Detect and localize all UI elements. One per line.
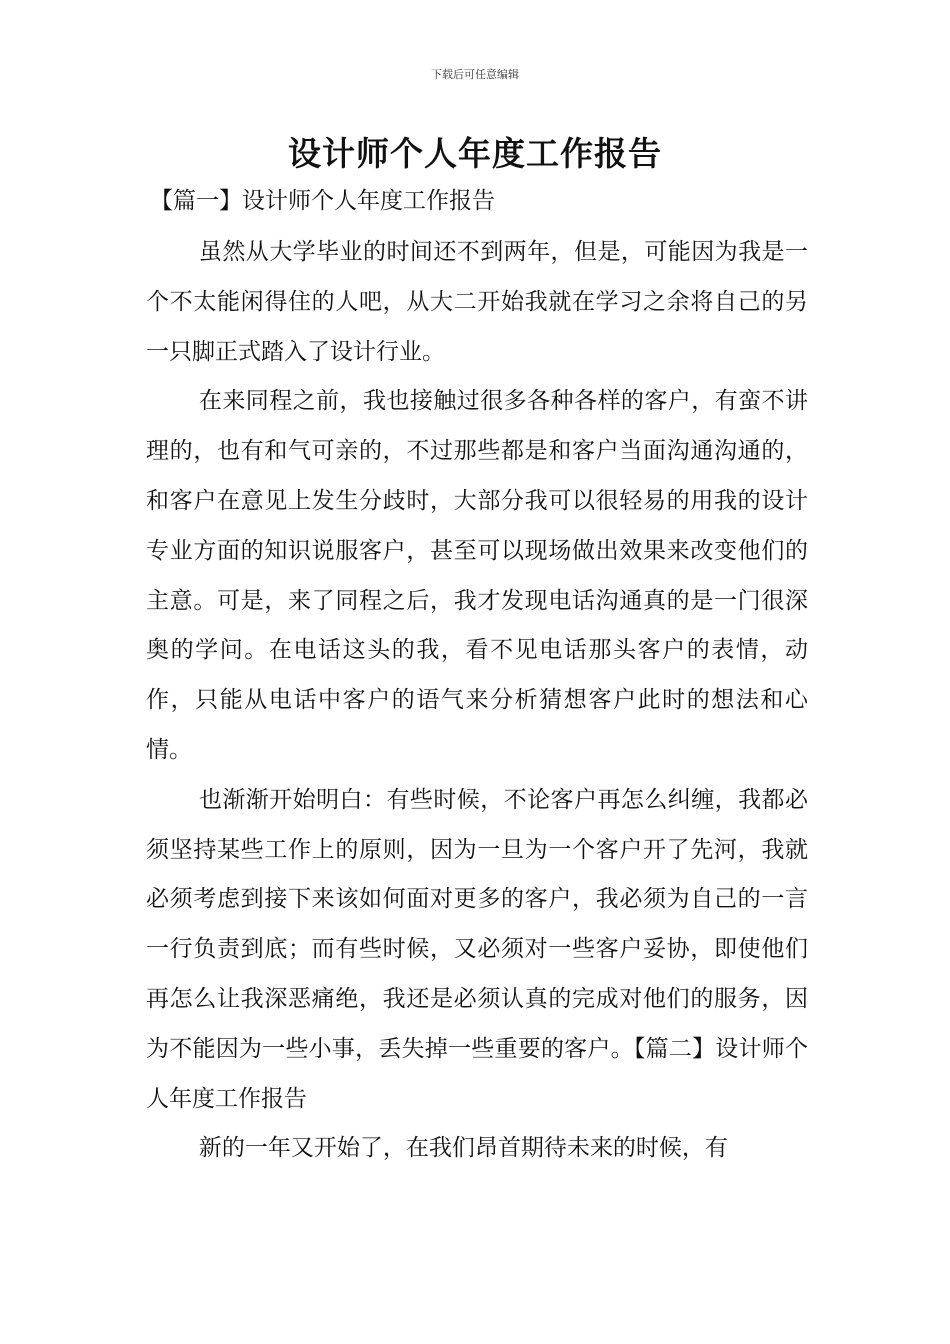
document-body (146, 228, 808, 1174)
document-title: 设计师个人年度工作报告 (288, 134, 662, 173)
section-heading: 【篇一】设计师个人年度工作报告 (150, 188, 495, 214)
paragraph: 新的一年又开始了，在我们昂首期待未来的时候，有 (198, 1135, 728, 1162)
header-note: 下载后可任意编辑 (431, 68, 519, 81)
paragraph: 在来同程之前，我也接触过很多各种各样的客户，有蛮不讲理的，也有和气可亲的，不过那些都是和客户当面沟通沟通的，和客户在意见上发生分歧时，大部分我可以很轻易的用我的设计专业方面的知识说服客户，甚至可以现场做出效果来改变他们的主意。可是，来了同程之后，我才发现电话沟通真的是一门很深奥的学问。在电话这头的我，看不见电话那头客户的表情，动作，只能从电话中客户的语气来分析猜想客户此时的想法和心情。 (146, 388, 808, 763)
paragraph: 虽然从大学毕业的时间还不到两年，但是，可能因为我是一个不太能闲得住的人吧，从大二开始我就在学习之余将自己的另一只脚正式踏入了设计行业。 (146, 239, 808, 365)
paragraph: 也渐渐开始明白：有些时候，不论客户再怎么纠缠，我都必须坚持某些工作上的原则，因为一旦为一个客户开了先河，我就必须考虑到接下来该如何面对更多的客户，我必须为自己的一言一行负责到底；而有些时候，又必须对一些客户妥协，即使他们再怎么让我深恶痛绝，我还是必须认真的完成对他们的服务，因为不能因为一些小事，丢失掉一些重要的客户。【篇二】设计师个人年度工作报告 (146, 786, 808, 1112)
